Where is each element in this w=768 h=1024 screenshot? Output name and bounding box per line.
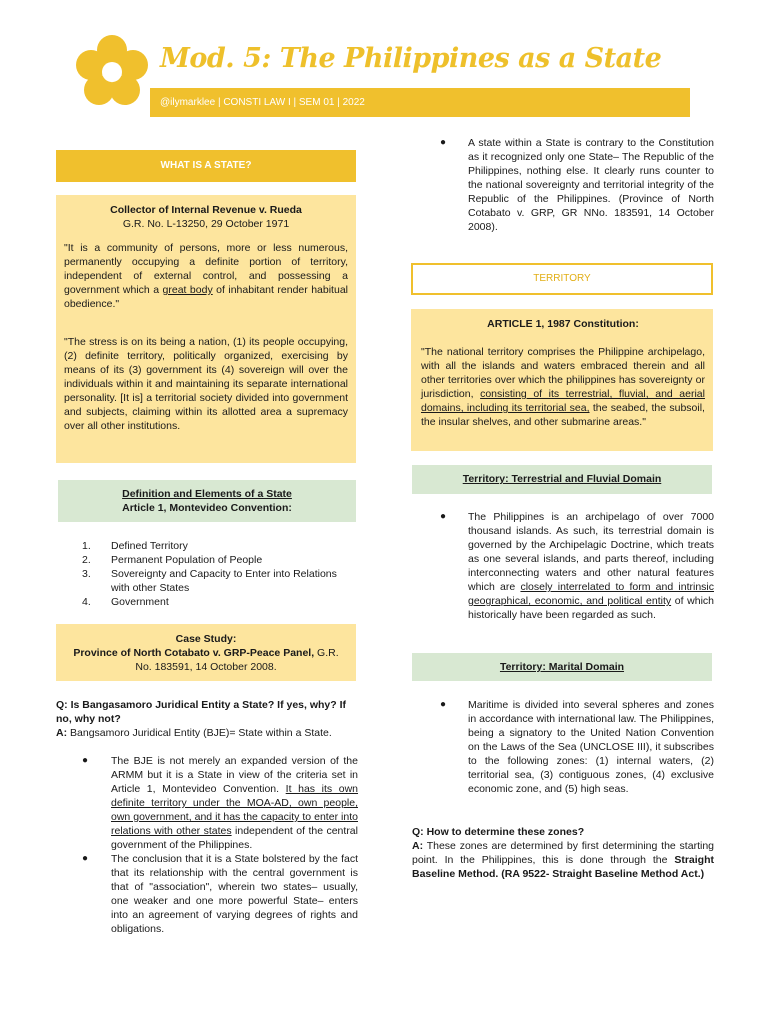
- case-study-box: [56, 624, 356, 681]
- marital-bullet: [440, 698, 714, 796]
- case1-title: Collector of Internal Revenue v. Rueda: [110, 204, 302, 216]
- left-qa: [56, 698, 358, 740]
- list-item: 2. Permanent Population of People: [82, 554, 263, 566]
- left-question: Q: Is Bangasamoro Juridical Entity a State? If yes, why? If no, why not?: [56, 699, 346, 725]
- case-study-citation-b: No. 183591, 14 October 2008.: [135, 661, 277, 673]
- subtitle-bar: @ilymarklee | CONSTI LAW I | SEM 01 | 2022: [150, 88, 690, 117]
- list-item: [82, 754, 358, 852]
- territory-label: TERRITORY: [533, 273, 591, 284]
- list-item: 4. Government: [82, 596, 169, 608]
- definition-box: [58, 480, 356, 522]
- case1-citation: G.R. No. L-13250, 29 October 1971: [122, 218, 290, 230]
- list-item: [82, 852, 358, 936]
- case1-box: [56, 195, 356, 463]
- case-study-heading: Case Study:: [175, 633, 237, 645]
- bullet-icon: ●: [82, 853, 89, 864]
- list-item: with other States: [111, 582, 190, 594]
- territory-heading: [411, 263, 713, 295]
- definition-subtitle: Article 1, Montevideo Convention:: [122, 502, 292, 514]
- page-title: Mod. 5: The Philippines as a State: [160, 43, 662, 74]
- left-bullets: [82, 754, 358, 936]
- case1-quote: [64, 241, 348, 311]
- bullet-icon: ●: [440, 137, 447, 148]
- what-is-state-label: WHAT IS A STATE?: [160, 160, 252, 171]
- marital-text: Maritime is divided into several spheres and zones in accordance with international law. The Philippines, being a signatory to the United Nation Convention on the Laws of the Sea (UNCLOSE III), it subscribes to the following zones: (1) internal waters, (2) territorial sea, (3) contiguous zones, (4) exclusive economic zone, and (5) high seas.: [468, 699, 714, 795]
- list-item: 1. Defined Territory: [82, 540, 188, 552]
- article1-text: "The national territory comprises the Philippine archipelago, with all the islands and waters embraced therein and all other territories over which the philippines has sovereignty or jurisdiction, consisting of its terrestrial, fluvial, and aerial domains, including its territorial sea, the seabed, the subsoil, the insular shelves, and other submarine areas.": [421, 346, 705, 428]
- case1-quote-a: "It is a community of persons, more or less numerous, permanently occupying a definite portion of territory, independent of external control, and possessing a government which a: [64, 242, 348, 296]
- bullet-icon: ●: [440, 699, 447, 710]
- right-top-bullet: [440, 136, 714, 234]
- terrestrial-label: Territory: Terrestrial and Fluvial Domain: [462, 473, 662, 485]
- flower-icon: [74, 34, 150, 110]
- right-question: Q: How to determine these zones?: [412, 826, 585, 838]
- case1-quote-underlined: great body: [162, 284, 213, 296]
- bje-bullet-1: The BJE is not merely an expanded version of the ARMM but it is a State in view of the criteria set in Article 1, Montevideo Convention. It has its own definite territory under the MOA-AD, own people, own government, and it has the capacity to enter into relations with other states independent of the central government of the Philippines.: [111, 755, 359, 851]
- marital-label: Territory: Marital Domain: [499, 661, 625, 673]
- marital-heading: [412, 653, 712, 681]
- terrestrial-heading: [412, 465, 712, 494]
- right-qa: [412, 825, 714, 881]
- state-within-state-text: A state within a State is contrary to the Constitution as it recognized only one State– The Republic of the Philippines, nothing else. It clearly runs counter to the national sovereignty and territorial integrity of the Republic of the Philippines. (Province of North Cotabato v. GRP, GR NNo. 183591, 14 October 2008).: [468, 137, 714, 233]
- elements-list: [82, 539, 362, 609]
- case-study-citation-a: G.R.: [314, 647, 339, 659]
- terrestrial-bullet: [440, 510, 714, 622]
- article1-box: [411, 309, 713, 451]
- case-study-title: Province of North Cotabato v. GRP-Peace Panel,: [73, 647, 315, 659]
- left-answer: A: Bangsamoro Juridical Entity (BJE)= State within a State.: [56, 727, 332, 739]
- bje-bullet-2: The conclusion that it is a State bolstered by the fact that its relationship with the central government is that of "association", wherein two states– usually, one weaker and one more powerful State– enters into an agreement of varying degrees of rights and obligations.: [111, 853, 358, 935]
- what-is-state-heading: [56, 150, 356, 182]
- bullet-icon: ●: [440, 511, 447, 522]
- list-item: 3. Sovereignty and Capacity to Enter into Relations: [82, 568, 337, 580]
- terrestrial-text: The Philippines is an archipelago of over 7000 thousand islands. As such, its terrestrial domain is governed by the Archipelagic Doctrine, which treats as one several islands, and parts thereof, including interconnecting waters and other natural features which are closely interrelated to form and intrinsic geographical, economic, and political entity of which historically have been regarded as such.: [468, 511, 714, 621]
- case1-paragraph: "The stress is on its being a nation, (1) its people occupying, (2) definite territory, politically organized, exercising by means of its (3) government its (4) sovereign will over the individuals within it and maintaining its separate international personality. [It is] a territorial society divided into government and subjects, claiming within its allotted area a supremacy over all other institutions.: [64, 336, 348, 432]
- bullet-icon: ●: [82, 755, 89, 766]
- right-answer: A: These zones are determined by first determining the starting point. In the Philippines, this is done through the Straight Baseline Method. (RA 9522- Straight Baseline Method Act.): [412, 840, 714, 880]
- definition-title: Definition and Elements of a State: [122, 488, 292, 500]
- article1-title: ARTICLE 1, 1987 Constitution:: [487, 318, 639, 330]
- case1-quote-b: of inhabitant render habitual obedience.": [64, 284, 348, 310]
